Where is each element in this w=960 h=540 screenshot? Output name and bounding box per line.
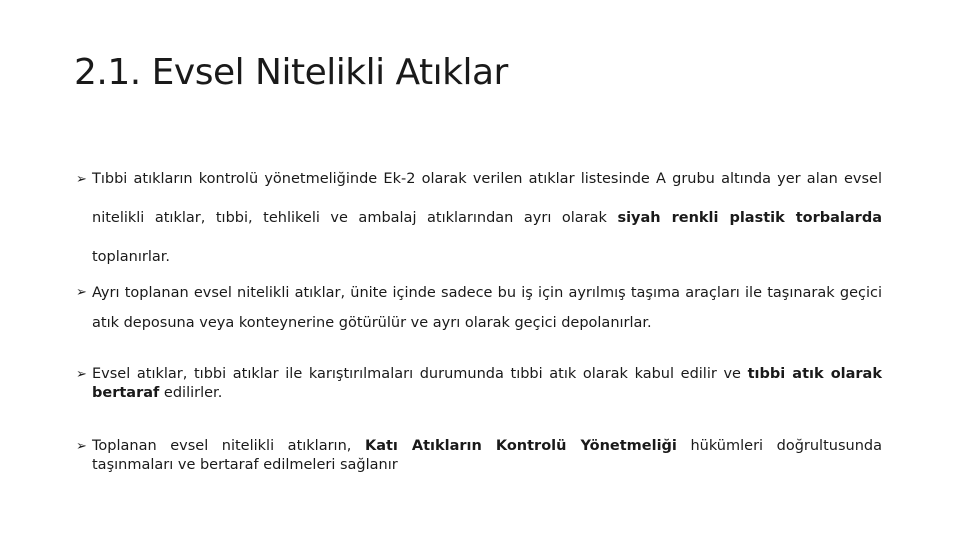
- bullet-item: [76, 278, 882, 338]
- arrow-bullet-icon: ➢: [76, 439, 87, 454]
- bold-text-run: tıbbi atık olarak bertaraf: [92, 366, 882, 401]
- text-run: toplanırlar.: [92, 249, 171, 265]
- bullet-item: [76, 365, 882, 403]
- bullet-text: [92, 365, 882, 403]
- text-run: Toplanan evsel nitelikli atıkların,: [92, 438, 365, 454]
- arrow-bullet-icon: ➢: [76, 285, 87, 300]
- bullet-text: [92, 160, 882, 277]
- text-run: Evsel atıklar, tıbbi atıklar ile karıştırılmaları durumunda tıbbi atık olarak kabul edilir ve: [92, 366, 748, 382]
- text-run: Tıbbi atıkların kontrolü yönetmeliğinde Ek-2 olarak verilen atıklar listesinde A grubu altında yer alan evsel nitelikli atıklar, tıbbi, tehlikeli ve ambalaj atıklarından ayrı olarak: [92, 171, 882, 226]
- text-run: hükümleri doğrultusunda taşınmaları ve bertaraf edilmeleri sağlanır: [92, 438, 882, 473]
- arrow-bullet-icon: ➢: [76, 172, 87, 187]
- bullet-text: [92, 278, 882, 338]
- bullet-text: [92, 437, 882, 475]
- bullet-item: [76, 160, 882, 277]
- text-run: edilirler.: [159, 385, 223, 401]
- arrow-bullet-icon: ➢: [76, 367, 87, 382]
- bold-text-run: siyah renkli plastik torbalarda: [617, 210, 882, 226]
- bullet-item: [76, 437, 882, 475]
- slide-title: 2.1. Evsel Nitelikli Atıklar: [74, 52, 508, 93]
- text-run: Ayrı toplanan evsel nitelikli atıklar, ünite içinde sadece bu iş için ayrılmış taşıma araçları ile taşınarak geçici atık deposuna veya konteynerine götürülür ve ayrı olarak geçici depolanırlar.: [92, 285, 882, 331]
- bold-text-run: Katı Atıkların Kontrolü Yönetmeliği: [364, 438, 677, 454]
